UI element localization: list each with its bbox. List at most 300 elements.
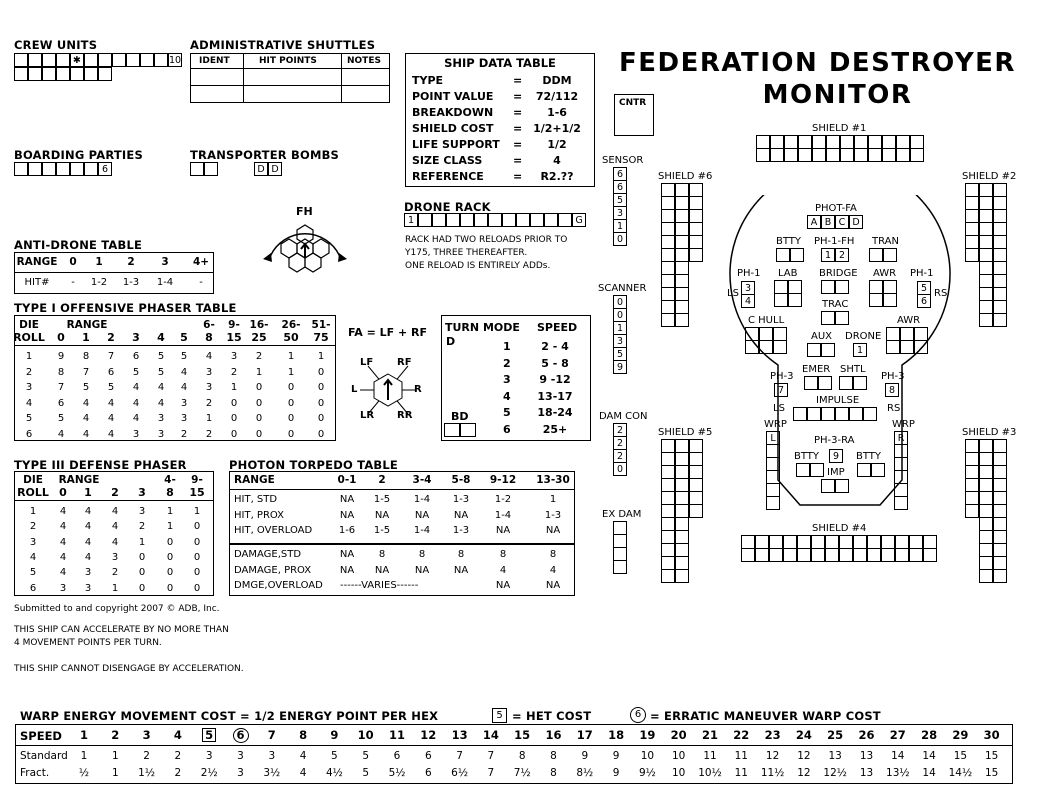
shield3-boxes[interactable] xyxy=(966,440,1008,583)
speed-row-label: SPEED xyxy=(20,729,62,743)
shield5-box[interactable] xyxy=(661,439,675,453)
shield5-box[interactable] xyxy=(661,530,675,544)
shield2-box[interactable] xyxy=(993,274,1007,288)
photon-cell: 1-4 xyxy=(494,509,512,521)
shield6-box[interactable] xyxy=(675,274,689,288)
shield2-box[interactable] xyxy=(979,261,993,275)
shield6-box[interactable] xyxy=(661,274,675,288)
shield3-box xyxy=(965,556,979,570)
shield4-box[interactable] xyxy=(867,548,881,562)
btty-boxes[interactable] xyxy=(777,249,805,262)
shield2-box[interactable] xyxy=(965,222,979,236)
shield6-box[interactable] xyxy=(675,235,689,249)
bridge-boxes[interactable] xyxy=(822,281,850,294)
shield2-box[interactable] xyxy=(979,248,993,262)
shield1-boxes[interactable] xyxy=(757,136,925,162)
phaser1-cell: 0 xyxy=(317,382,325,393)
shield2-box[interactable] xyxy=(979,300,993,314)
shield1-box[interactable] xyxy=(854,135,868,149)
shield4-box[interactable] xyxy=(755,535,769,549)
shield6-box[interactable] xyxy=(675,222,689,236)
shield5-box[interactable] xyxy=(689,452,703,466)
shield3-box[interactable] xyxy=(979,491,993,505)
shield1-box[interactable] xyxy=(812,135,826,149)
shield5-box[interactable] xyxy=(675,478,689,492)
lab-boxes[interactable] xyxy=(775,281,803,307)
shield4-box[interactable] xyxy=(867,535,881,549)
shield3-box[interactable] xyxy=(993,530,1007,544)
scanner-box[interactable]: 5 xyxy=(613,347,627,361)
admin-shuttles-table[interactable] xyxy=(190,53,390,103)
exdam-track[interactable] xyxy=(614,522,628,574)
shield2-boxes[interactable] xyxy=(966,184,1008,327)
shield1-box[interactable] xyxy=(826,148,840,162)
shield2-box[interactable] xyxy=(979,222,993,236)
shield5-box[interactable] xyxy=(661,556,675,570)
shield5-box[interactable] xyxy=(675,439,689,453)
shield1-box[interactable] xyxy=(770,135,784,149)
shield3-box[interactable] xyxy=(979,465,993,479)
shield3-box[interactable] xyxy=(993,465,1007,479)
shield4-box[interactable] xyxy=(769,548,783,562)
speed-cell: 11 xyxy=(388,728,406,742)
scanner-box[interactable]: 1 xyxy=(613,321,627,335)
crew-box[interactable] xyxy=(126,53,140,67)
ph1-right-boxes[interactable]: 5 6 xyxy=(918,282,932,308)
shield4-box[interactable] xyxy=(895,548,909,562)
shield1-box[interactable] xyxy=(756,148,770,162)
shield4-box[interactable] xyxy=(783,535,797,549)
shield2-box[interactable] xyxy=(993,183,1007,197)
shield3-box[interactable] xyxy=(979,530,993,544)
scanner-box[interactable]: 3 xyxy=(613,334,627,348)
shield3-box[interactable] xyxy=(979,569,993,583)
shield2-box[interactable] xyxy=(979,274,993,288)
drone-rack-box[interactable]: G xyxy=(572,213,586,227)
shield3-box[interactable] xyxy=(979,504,993,518)
photon-cell: 1-3 xyxy=(452,525,470,536)
shield2-box[interactable] xyxy=(965,196,979,210)
impulse-boxes[interactable] xyxy=(794,408,878,421)
shield1-box[interactable] xyxy=(798,148,812,162)
shield3-box[interactable] xyxy=(965,439,979,453)
shield2-box[interactable] xyxy=(993,222,1007,236)
ship-data-eq: = xyxy=(513,138,523,151)
drone-rack-box[interactable] xyxy=(502,213,516,227)
shield5-box[interactable] xyxy=(675,465,689,479)
c-hull-boxes[interactable] xyxy=(746,328,788,354)
shield6-box[interactable] xyxy=(689,183,703,197)
drone-rack-box[interactable] xyxy=(516,213,530,227)
drone-rack-box[interactable] xyxy=(446,213,460,227)
shield3-box[interactable] xyxy=(965,452,979,466)
shield1-box[interactable] xyxy=(798,135,812,149)
boarding-boxes[interactable] xyxy=(15,163,113,176)
shield1-box[interactable] xyxy=(854,148,868,162)
photon-cell: 8 xyxy=(457,549,465,560)
shield3-box[interactable] xyxy=(965,491,979,505)
shield6-box[interactable] xyxy=(689,222,703,236)
shield1-box[interactable] xyxy=(882,135,896,149)
crew-units-boxes-row2[interactable] xyxy=(15,68,113,81)
shield2-box[interactable] xyxy=(965,209,979,223)
standard-cell: 8 xyxy=(518,750,526,762)
shield6-box[interactable] xyxy=(689,196,703,210)
shield6-box[interactable] xyxy=(689,209,703,223)
shield6-box[interactable] xyxy=(661,261,675,275)
shield5-box[interactable] xyxy=(661,517,675,531)
shield4-box[interactable] xyxy=(811,548,825,562)
shield3-box[interactable] xyxy=(993,569,1007,583)
shield3-box[interactable] xyxy=(979,517,993,531)
phaser1-cell: 1 xyxy=(230,382,238,393)
shield4-box[interactable] xyxy=(839,548,853,562)
shield5-box[interactable] xyxy=(689,491,703,505)
shield3-box[interactable] xyxy=(965,478,979,492)
phaser3-cell: 0 xyxy=(193,551,201,563)
shtl-label: SHTL xyxy=(840,364,866,375)
awr2-boxes[interactable] xyxy=(887,328,929,354)
cntr-label: CNTR xyxy=(619,98,647,108)
shield1-box[interactable] xyxy=(826,135,840,149)
shield5-box[interactable] xyxy=(689,478,703,492)
shield5-box[interactable] xyxy=(675,556,689,570)
shield2-box[interactable] xyxy=(979,196,993,210)
shield6-box[interactable] xyxy=(675,261,689,275)
standard-cell: 4 xyxy=(299,750,307,762)
shield3-box[interactable] xyxy=(993,543,1007,557)
shield5-box[interactable] xyxy=(661,491,675,505)
btty2-boxes[interactable] xyxy=(797,464,825,477)
shield5-box[interactable] xyxy=(661,543,675,557)
shield2-box[interactable] xyxy=(993,235,1007,249)
ship-data-value: 1/2 xyxy=(547,138,567,151)
shield5-box[interactable] xyxy=(661,569,675,583)
trac-boxes[interactable] xyxy=(822,312,850,325)
aux-boxes[interactable] xyxy=(808,344,836,357)
shield5-box[interactable] xyxy=(661,478,675,492)
arc-rf: RF xyxy=(397,357,412,368)
drone-rack-box[interactable] xyxy=(544,213,558,227)
shield3-box[interactable] xyxy=(993,439,1007,453)
shield2-box[interactable] xyxy=(979,313,993,327)
shield4-box[interactable] xyxy=(853,535,867,549)
shield1-box[interactable] xyxy=(868,135,882,149)
shield3-box[interactable] xyxy=(993,504,1007,518)
shield6-box[interactable] xyxy=(675,248,689,262)
shield6-box[interactable] xyxy=(661,196,675,210)
phot-fa-box[interactable]: A xyxy=(807,215,821,229)
shield4-box[interactable] xyxy=(909,535,923,549)
shield5-box[interactable] xyxy=(675,504,689,518)
drone-box[interactable]: 1 xyxy=(854,344,868,357)
shield3-box[interactable] xyxy=(993,478,1007,492)
shield4-boxes[interactable] xyxy=(742,536,938,562)
wrp-right-boxes[interactable]: R xyxy=(895,432,909,510)
shield2-box[interactable] xyxy=(979,287,993,301)
damcon-box[interactable]: 2 xyxy=(613,436,627,450)
shield5-box[interactable] xyxy=(689,465,703,479)
shield4-box[interactable] xyxy=(811,535,825,549)
shield6-box[interactable] xyxy=(675,209,689,223)
boarding-box[interactable] xyxy=(14,162,28,176)
sensor-box[interactable]: 5 xyxy=(613,193,627,207)
shield3-box[interactable] xyxy=(965,504,979,518)
shield6-box[interactable] xyxy=(661,248,675,262)
shield6-boxes[interactable] xyxy=(662,184,704,327)
shield5-box[interactable] xyxy=(661,504,675,518)
shield5-box[interactable] xyxy=(661,465,675,479)
crew-box[interactable]: 10 xyxy=(168,54,182,66)
shield1-box[interactable] xyxy=(882,148,896,162)
sensor-box[interactable]: 3 xyxy=(613,206,627,220)
fract-cell: 5 xyxy=(362,767,370,779)
shield2-box[interactable] xyxy=(965,183,979,197)
wrp-left-boxes[interactable]: L xyxy=(767,432,781,510)
shield3-box[interactable] xyxy=(993,517,1007,531)
shield2-box[interactable] xyxy=(993,209,1007,223)
shield4-box[interactable] xyxy=(923,548,937,562)
shield6-box[interactable] xyxy=(661,222,675,236)
fract-cell: 6 xyxy=(424,767,432,779)
shield2-box[interactable] xyxy=(993,248,1007,262)
ph3-right-box[interactable]: 8 xyxy=(886,384,900,397)
shield1-box[interactable] xyxy=(910,148,924,162)
shield5-box[interactable] xyxy=(675,530,689,544)
shield6-box[interactable] xyxy=(661,209,675,223)
shield5-box[interactable] xyxy=(675,517,689,531)
shield4-box[interactable] xyxy=(923,535,937,549)
shield5-box[interactable] xyxy=(689,439,703,453)
scanner-box[interactable]: 0 xyxy=(613,308,627,322)
damcon-box[interactable]: 0 xyxy=(613,462,627,476)
shield4-box[interactable] xyxy=(881,548,895,562)
shield2-box[interactable] xyxy=(965,248,979,262)
shield3-box[interactable] xyxy=(993,491,1007,505)
shield2-box[interactable] xyxy=(993,261,1007,275)
phot-fa-boxes[interactable] xyxy=(808,216,864,229)
phaser1-cell: 3 xyxy=(157,413,165,424)
shield3-box[interactable] xyxy=(979,452,993,466)
crew-box[interactable] xyxy=(112,53,126,67)
shield2-box[interactable] xyxy=(965,235,979,249)
shield2-box[interactable] xyxy=(993,300,1007,314)
scanner-box[interactable]: 9 xyxy=(613,360,627,374)
shield4-box[interactable] xyxy=(909,548,923,562)
crew-units-boxes[interactable] xyxy=(15,54,183,67)
sensor-box[interactable]: 0 xyxy=(613,232,627,246)
phaser1-cell: 4 xyxy=(180,382,188,393)
drone-rack-box[interactable] xyxy=(432,213,446,227)
shield1-box[interactable] xyxy=(770,148,784,162)
shield3-box[interactable] xyxy=(993,556,1007,570)
btty3-boxes[interactable] xyxy=(858,464,886,477)
shield6-box[interactable] xyxy=(661,287,675,301)
shield5-box[interactable] xyxy=(675,543,689,557)
shield3-box[interactable] xyxy=(993,452,1007,466)
drone-rack-box[interactable]: 1 xyxy=(404,213,418,227)
crew-box[interactable] xyxy=(14,53,28,67)
boarding-box[interactable] xyxy=(70,162,84,176)
boarding-title: BOARDING PARTIES xyxy=(14,148,143,162)
emer-boxes[interactable] xyxy=(805,377,833,390)
shield4-box[interactable] xyxy=(741,548,755,562)
damcon-track[interactable] xyxy=(614,424,628,476)
shield1-box[interactable] xyxy=(756,135,770,149)
shield1-box[interactable] xyxy=(896,148,910,162)
shield3-box[interactable] xyxy=(965,465,979,479)
boarding-box[interactable] xyxy=(42,162,56,176)
phaser3-cell: 0 xyxy=(166,551,174,563)
imp-boxes[interactable] xyxy=(822,480,850,493)
shield4-box[interactable] xyxy=(797,548,811,562)
drone-rack-box[interactable] xyxy=(558,213,572,227)
shield6-box[interactable] xyxy=(675,196,689,210)
phaser1-cell: 0 xyxy=(255,428,263,440)
anti-drone-title: ANTI-DRONE TABLE xyxy=(14,238,143,252)
shield5-box[interactable] xyxy=(675,569,689,583)
transporter-d-boxes[interactable]: D D xyxy=(255,163,283,176)
ph1-left-boxes[interactable]: 3 4 xyxy=(742,282,756,308)
bd-boxes[interactable] xyxy=(445,424,477,437)
ph1-fh-boxes[interactable]: 1 2 xyxy=(822,249,850,262)
impulse-label: IMPULSE xyxy=(816,395,860,406)
drone-rack-boxes[interactable] xyxy=(405,214,587,227)
phaser3-header1: RANGE xyxy=(58,474,100,486)
crew-box[interactable] xyxy=(98,53,112,67)
shield1-box[interactable] xyxy=(896,135,910,149)
shield5-box[interactable] xyxy=(661,452,675,466)
shield2-box[interactable] xyxy=(993,196,1007,210)
shield4-box[interactable] xyxy=(741,535,755,549)
shield4-box[interactable] xyxy=(839,535,853,549)
crew-box[interactable] xyxy=(28,53,42,67)
shield5-box[interactable] xyxy=(689,504,703,518)
scanner-track[interactable] xyxy=(614,296,628,374)
shield1-box[interactable] xyxy=(840,148,854,162)
ph3-ra-box[interactable]: 9 xyxy=(830,450,844,463)
shield6-box[interactable] xyxy=(661,300,675,314)
shield3-box[interactable] xyxy=(979,478,993,492)
shield6-box[interactable] xyxy=(675,300,689,314)
btty2-label: BTTY xyxy=(794,451,820,462)
shield1-box[interactable] xyxy=(840,135,854,149)
crew-box[interactable] xyxy=(140,53,154,67)
shield5-box[interactable] xyxy=(675,452,689,466)
shield1-box[interactable] xyxy=(784,148,798,162)
crew-box[interactable] xyxy=(42,53,56,67)
photon-cell: NA xyxy=(374,509,390,521)
sensor-box[interactable]: 6 xyxy=(613,167,627,181)
drone-rack-box[interactable] xyxy=(460,213,474,227)
shield2-box[interactable] xyxy=(979,235,993,249)
crew-box[interactable]: ✱ xyxy=(70,53,84,67)
shield4-box[interactable] xyxy=(755,548,769,562)
shield4-box[interactable] xyxy=(895,535,909,549)
shield5-box[interactable] xyxy=(675,491,689,505)
phaser3-cell: 1 xyxy=(193,506,201,517)
phaser1-cell: 5 xyxy=(157,351,165,362)
shield6-box[interactable] xyxy=(675,313,689,327)
damcon-box[interactable]: 2 xyxy=(613,449,627,463)
damcon-box[interactable]: 2 xyxy=(613,423,627,437)
shield4-box[interactable] xyxy=(783,548,797,562)
shield2-box[interactable] xyxy=(993,287,1007,301)
shield2-box[interactable] xyxy=(979,183,993,197)
phot-fa-box[interactable]: D xyxy=(849,215,863,229)
shield2-box[interactable] xyxy=(993,313,1007,327)
tran-boxes[interactable] xyxy=(870,249,898,262)
boarding-box[interactable]: 6 xyxy=(98,162,112,176)
drone-rack-box[interactable] xyxy=(530,213,544,227)
transporter-boxes[interactable] xyxy=(191,163,219,176)
shield4-box[interactable] xyxy=(881,535,895,549)
crew-box[interactable] xyxy=(154,53,168,67)
shield6-box[interactable] xyxy=(689,235,703,249)
speed-cell: 18 xyxy=(608,728,625,742)
shield5-boxes[interactable] xyxy=(662,440,704,583)
ph3-left-box[interactable]: 7 xyxy=(775,384,789,397)
phot-fa-box[interactable]: C xyxy=(835,215,849,229)
shield1-box[interactable] xyxy=(784,135,798,149)
shield3-box[interactable] xyxy=(979,439,993,453)
shield4-box[interactable] xyxy=(797,535,811,549)
shield1-box[interactable] xyxy=(868,148,882,162)
phaser3-cell: 5 xyxy=(29,567,37,579)
phaser3-header2: ROLL xyxy=(17,486,49,499)
shield6-box[interactable] xyxy=(661,183,675,197)
shield3-box[interactable] xyxy=(979,556,993,570)
photon-cell: 1-3 xyxy=(544,509,562,521)
sensor-box[interactable]: 6 xyxy=(613,180,627,194)
shield6-box[interactable] xyxy=(661,313,675,327)
boarding-box[interactable] xyxy=(28,162,42,176)
photon-cell: NA xyxy=(414,509,430,521)
awr-boxes[interactable] xyxy=(870,281,898,307)
shield1-box[interactable] xyxy=(910,135,924,149)
shield6-box[interactable] xyxy=(675,183,689,197)
shield6-box[interactable] xyxy=(689,248,703,262)
phot-fa-box[interactable]: B xyxy=(821,215,835,229)
drone-rack-box[interactable] xyxy=(488,213,502,227)
shield1-box[interactable] xyxy=(812,148,826,162)
sensor-track[interactable] xyxy=(614,168,628,246)
shield2-box[interactable] xyxy=(979,209,993,223)
shield4-box[interactable] xyxy=(825,535,839,549)
phaser3-cell: 4 xyxy=(59,521,67,533)
boarding-box[interactable] xyxy=(56,162,70,176)
shield6-box[interactable] xyxy=(675,287,689,301)
shield4-box[interactable] xyxy=(853,548,867,562)
scanner-box[interactable]: 0 xyxy=(613,295,627,309)
shtl-boxes[interactable] xyxy=(840,377,868,390)
crew-box[interactable] xyxy=(84,53,98,67)
phaser1-cell: 1 xyxy=(287,366,295,378)
boarding-box[interactable] xyxy=(84,162,98,176)
drone-rack-box[interactable] xyxy=(418,213,432,227)
drone-rack-box[interactable] xyxy=(474,213,488,227)
shield6-box[interactable] xyxy=(661,235,675,249)
sensor-box[interactable]: 1 xyxy=(613,219,627,233)
crew-box[interactable] xyxy=(56,53,70,67)
c-hull-label: C HULL xyxy=(748,315,785,326)
shield4-box[interactable] xyxy=(825,548,839,562)
shield4-box[interactable] xyxy=(769,535,783,549)
speed-cell: 14 xyxy=(482,728,499,742)
phaser1-cell: 0 xyxy=(317,413,325,424)
photon-cell: NA xyxy=(495,580,511,591)
shield3-box[interactable] xyxy=(979,543,993,557)
